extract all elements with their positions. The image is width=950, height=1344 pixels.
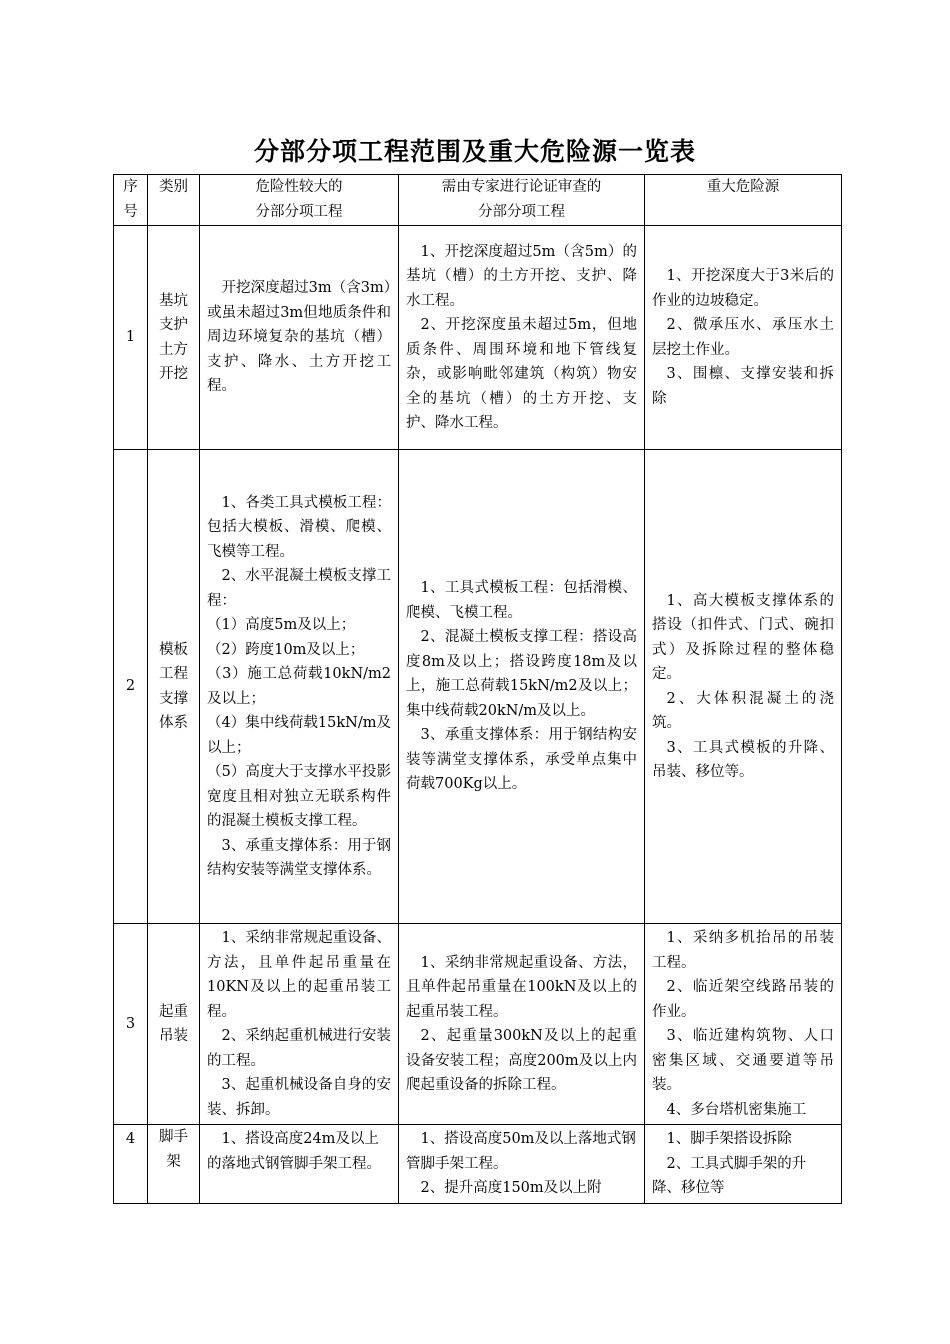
header-hazardous-works: 危险性较大的 分部分项工程 (200, 175, 399, 226)
row-category: 起重吊装 (148, 924, 200, 1125)
row-expert-review-works: 1、开挖深度超过5m（含5m）的基坑（槽）的土方开挖、支护、降水工程。 2、开挖深度虽未超过5m，但地质条件、周围环境和地下管线复杂，或影响毗邻建筑（构筑）物安全的基坑（槽）的土方开挖、支护、降水工程。 (399, 226, 645, 450)
header-row (114, 175, 842, 226)
table-row (114, 924, 842, 1125)
row-hazardous-works: 1、搭设高度24m及以上的落地式钢管脚手架工程。 (200, 1125, 399, 1204)
row-seq: 2 (114, 450, 148, 924)
row-major-hazard: 1、采纳多机抬吊的吊装工程。 2、临近架空线路吊装的作业。 3、临近建构筑物、人口密集区域、交通要道等吊装。 4、多台塔机密集施工 (645, 924, 842, 1125)
row-category: 脚手架 (148, 1125, 200, 1204)
header-seq: 序 号 (114, 175, 148, 226)
row-seq: 1 (114, 226, 148, 450)
row-category: 基坑支护土方开挖 (148, 226, 200, 450)
header-expert-review-works: 需由专家进行论证审查的 分部分项工程 (399, 175, 645, 226)
row-seq: 4 (114, 1125, 148, 1204)
table-row (114, 226, 842, 450)
header-category: 类别 (148, 175, 200, 226)
row-hazardous-works: 开挖深度超过3m（含3m）或虽未超过3m但地质条件和周边环境复杂的基坑（槽）支护、降水、土方开挖工程。 (200, 226, 399, 450)
row-hazardous-works: 1、各类工具式模板工程：包括大模板、滑模、爬模、飞模等工程。 2、水平混凝土模板支撑工程： （1）高度5m及以上； （2）跨度10m及以上； （3）施工总荷载10kN/m2及以上； （4）集中线荷载15kN/m及以上； （5）高度大于支撑水平投影宽度且相对独立无联系构件的混凝土模板支撑工程。 3、承重支撑体系：用于钢结构安装等满堂支撑体系。 (200, 450, 399, 924)
row-major-hazard: 1、高大模板支撑体系的搭设（扣件式、门式、碗扣式）及拆除过程的整体稳定。 2、大体积混凝土的浇筑。 3、工具式模板的升降、吊装、移位等。 (645, 450, 842, 924)
hazard-table (113, 174, 842, 1204)
row-expert-review-works: 1、搭设高度50m及以上落地式钢管脚手架工程。 2、提升高度150m及以上附 (399, 1125, 645, 1204)
row-category: 模板工程支撑体系 (148, 450, 200, 924)
table-row (114, 450, 842, 924)
row-major-hazard: 1、脚手架搭设拆除 2、工具式脚手架的升降、移位等 (645, 1125, 842, 1204)
row-major-hazard: 1、开挖深度大于3米后的作业的边坡稳定。 2、微承压水、承压水土层挖土作业。 3、围檩、支撑安装和拆除 (645, 226, 842, 450)
row-hazardous-works: 1、采纳非常规起重设备、方法，且单件起吊重量在10KN及以上的起重吊装工程。 2、采纳起重机械进行安装的工程。 3、起重机械设备自身的安装、拆卸。 (200, 924, 399, 1125)
table-row (114, 1125, 842, 1204)
row-seq: 3 (114, 924, 148, 1125)
header-major-hazard: 重大危险源 (645, 175, 842, 226)
row-expert-review-works: 1、工具式模板工程：包括滑模、爬模、飞模工程。 2、混凝土模板支撑工程：搭设高度8m及以上；搭设跨度18m及以上，施工总荷载15kN/m2及以上；集中线荷载20kN/m及以上。 3、承重支撑体系：用于钢结构安装等满堂支撑体系，承受单点集中荷载700Kg以上。 (399, 450, 645, 924)
page-title: 分部分项工程范围及重大危险源一览表 (253, 137, 696, 166)
row-expert-review-works: 1、采纳非常规起重设备、方法，且单件起吊重量在100kN及以上的起重吊装工程。 2、起重量300kN及以上的起重设备安装工程；高度200m及以上内爬起重设备的拆除工程。 (399, 924, 645, 1125)
